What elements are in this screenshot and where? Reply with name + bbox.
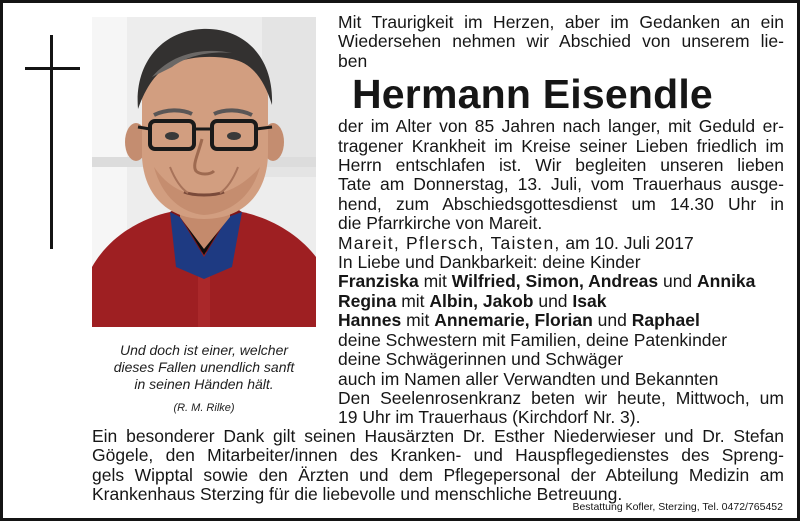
- thanks-paragraph: [92, 427, 784, 505]
- mourners-line: deine Schwestern mit Familien, deine Patenkinder: [338, 329, 728, 350]
- body-line: Herrn entschlafen ist. Wir begleiten unseren lieben: [338, 155, 784, 176]
- date: am 10. Juli 2017: [565, 232, 694, 253]
- relatives-names: Annemarie, Florian: [434, 310, 593, 331]
- gratitude-intro: In Liebe und Dankbarkeit: deine Kinder: [338, 252, 641, 273]
- child-name: Franziska: [338, 271, 419, 292]
- body-line: Tate am Donnerstag, 13. Juli, vom Trauerhaus ausge-: [338, 174, 784, 195]
- connector: und: [658, 271, 698, 292]
- rosary-line: Den Seelenrosenkranz beten wir heute, Mittwoch, um: [338, 387, 784, 408]
- connector: mit: [401, 310, 435, 331]
- portrait-photo: [92, 17, 316, 327]
- relatives-names: Annika: [697, 271, 756, 292]
- intro-line: Mit Traurigkeit im Herzen, aber im Gedanken an ein: [338, 12, 784, 32]
- relatives-names: Albin, Jakob: [429, 290, 534, 311]
- child-name: Hannes: [338, 310, 402, 331]
- quote-line: Und doch ist einer, welcher: [119, 342, 289, 358]
- quote-line: dieses Fallen unendlich sanft: [113, 359, 295, 375]
- rilke-quote: [92, 342, 316, 417]
- body-line: tragener Krankheit im Kreise seiner Lieben friedlich im: [338, 135, 784, 156]
- deceased-name: Hermann Eisendle: [352, 71, 713, 118]
- thanks-line: Ein besonderer Dank gilt seinen Hausärzten Dr. Esther Niederwieser und Dr. Stefan: [92, 426, 784, 446]
- thanks-line: Gögele, den Mitarbeiter/innen des Kranken- und Hauspflegedienstes des Spreng-: [92, 445, 784, 466]
- places: Mareit, Pflersch, Taisten,: [338, 232, 561, 253]
- intro-line: Wiedersehen nehmen wir Abschied von unserem lie-: [338, 31, 784, 52]
- relatives-names: Isak: [572, 290, 607, 311]
- mourners-line: deine Schwägerinnen und Schwäger: [338, 349, 624, 370]
- intro-line: ben: [338, 50, 368, 71]
- thanks-line: gels Wipptal sowie den Ärzten und dem Pflegepersonal der Abteilung Medizin am: [92, 464, 784, 485]
- connector: mit: [418, 271, 452, 292]
- obituary-text: [338, 13, 784, 428]
- mourners-line: auch im Namen aller Verwandten und Bekannten: [338, 368, 719, 389]
- relatives-names: Wilfried, Simon, Andreas: [451, 271, 659, 292]
- portrait-illustration: [92, 17, 316, 327]
- rosary-line: 19 Uhr im Trauerhaus (Kirchdorf Nr. 3).: [338, 407, 641, 428]
- place-date: [338, 234, 784, 253]
- relatives-names: Raphael: [631, 310, 700, 331]
- family-line: [338, 311, 784, 330]
- quote-line: in seinen Händen hält.: [134, 376, 274, 392]
- connector: mit: [396, 290, 430, 311]
- family-line: [338, 292, 784, 311]
- cross-symbol-bar: [25, 67, 80, 70]
- body-line: die Pfarrkirche von Mareit.: [338, 213, 543, 234]
- child-name: Regina: [338, 290, 397, 311]
- thanks-line: Krankenhaus Sterzing für die liebevolle und menschliche Betreuung.: [92, 484, 623, 505]
- connector: und: [592, 310, 632, 331]
- funeral-home-credit: Bestattung Kofler, Sterzing, Tel. 0472/765452: [572, 501, 783, 513]
- body-line: der im Alter von 85 Jahren nach langer, mit Geduld er-: [338, 116, 784, 137]
- connector: und: [533, 290, 573, 311]
- quote-author: (R. M. Rilke): [173, 402, 235, 414]
- body-line: hend, zum Abschiedsgottesdienst um 14.30 Uhr in: [338, 193, 784, 214]
- family-line: [338, 272, 784, 291]
